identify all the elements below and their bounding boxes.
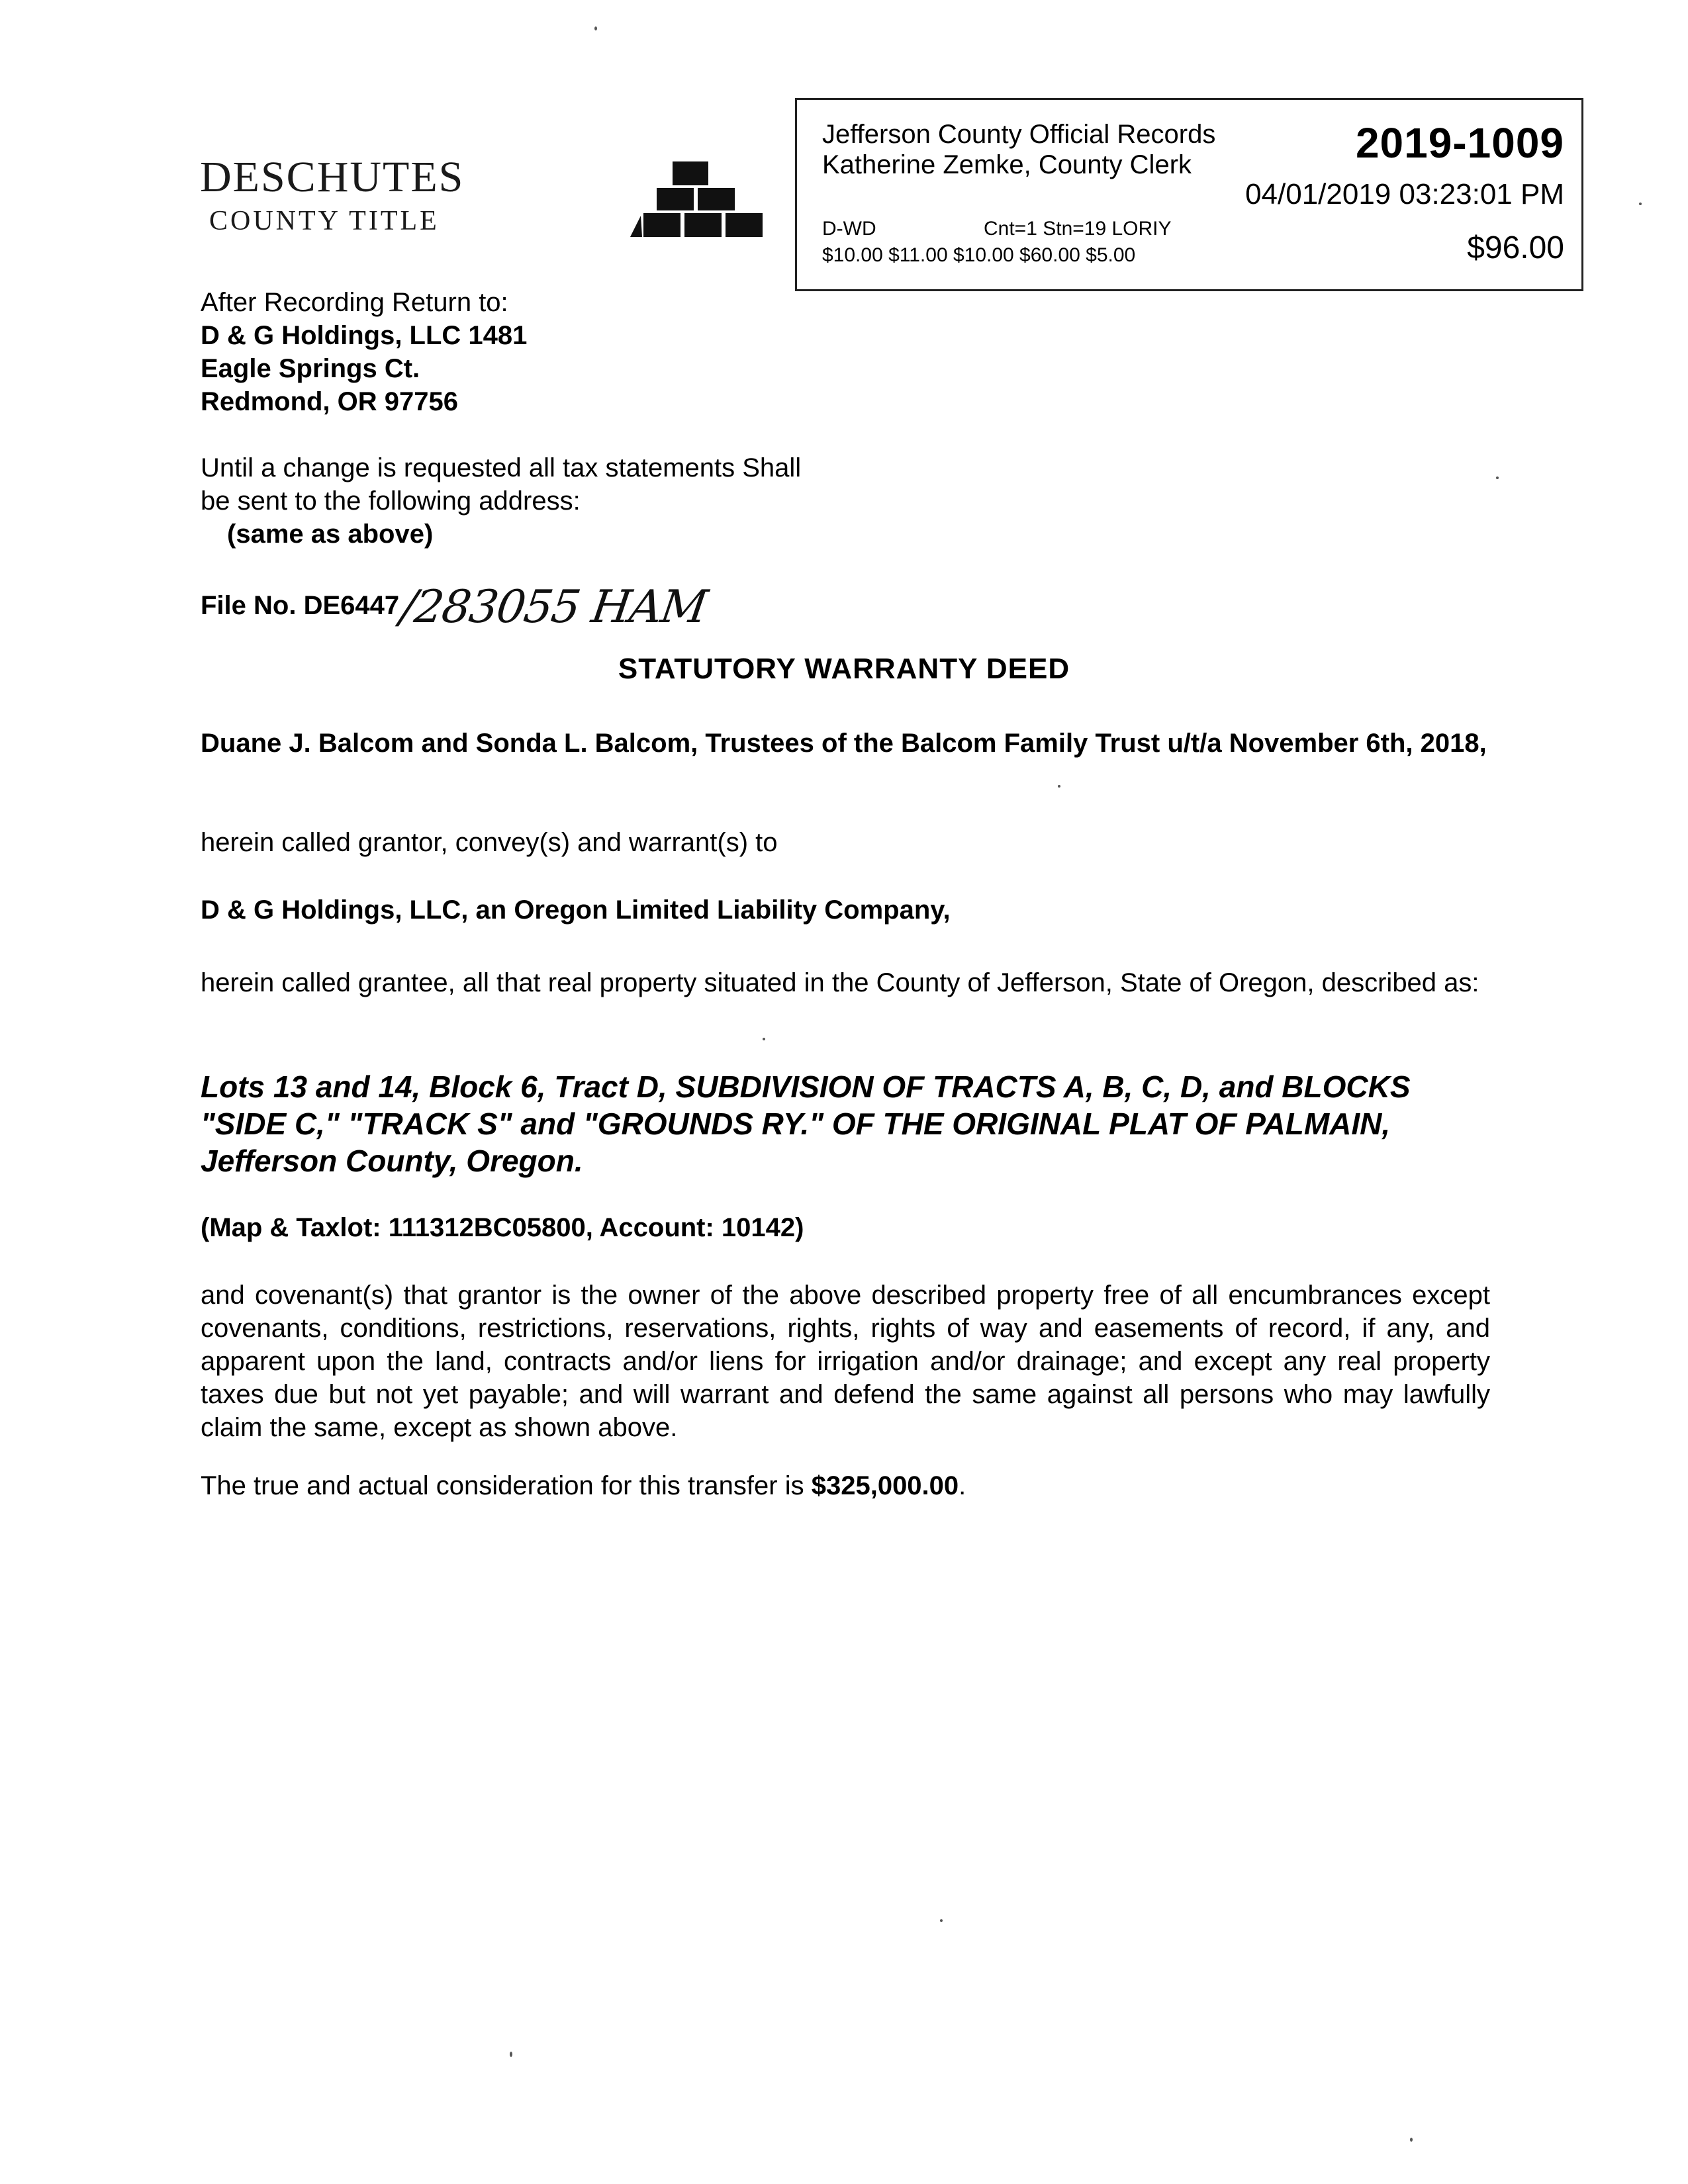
tax-statement-line2: be sent to the following address: <box>201 486 581 516</box>
consideration-prefix: The true and actual consideration for this transfer is <box>201 1471 804 1500</box>
return-to-line2: Eagle Springs Ct. <box>201 354 420 383</box>
recording-stamp <box>795 98 1583 291</box>
scan-speck <box>940 1919 943 1922</box>
legal-description-line2: "SIDE C," "TRACK S" and "GROUNDS RY." OF THE ORIGINAL PLAT OF PALMAIN, <box>201 1107 1391 1141</box>
map-taxlot: (Map & Taxlot: 111312BC05800, Account: 10142) <box>201 1213 804 1242</box>
stamp-office: Jefferson County Official Records <box>822 120 1216 149</box>
tax-statement-line1: Until a change is requested all tax statements Shall <box>201 453 802 482</box>
stamp-total: $96.00 <box>1467 230 1564 265</box>
logo-blocks-icon <box>465 155 809 261</box>
stamp-document-number: 2019-1009 <box>1355 119 1564 167</box>
deed-title: STATUTORY WARRANTY DEED <box>618 653 1070 685</box>
legal-description-line1: Lots 13 and 14, Block 6, Tract D, SUBDIVISION OF TRACTS A, B, C, D, and BLOCKS <box>201 1069 1411 1104</box>
scan-speck <box>1496 477 1499 479</box>
grantee-clause: herein called grantee, all that real property situated in the County of Jefferson, State of Oregon, described as: <box>201 968 1479 997</box>
handwritten-file-note: /283055 HAM <box>397 581 710 633</box>
stamp-datetime: 04/01/2019 03:23:01 PM <box>1245 178 1564 210</box>
stamp-count-info: Cnt=1 Stn=19 LORIY <box>984 218 1172 240</box>
consideration-suffix: . <box>959 1471 966 1500</box>
return-to-label: After Recording Return to: <box>201 288 508 317</box>
stamp-doc-code: D-WD <box>822 218 876 240</box>
file-number: File No. DE6447 <box>201 591 400 620</box>
legal-description-line3: Jefferson County, Oregon. <box>201 1144 583 1178</box>
consideration-statement <box>201 1469 966 1502</box>
grantor: Duane J. Balcom and Sonda L. Balcom, Trustees of the Balcom Family Trust u/t/a November 6th, 2018, <box>201 729 1487 758</box>
scan-speck <box>1639 203 1642 205</box>
consideration-amount: $325,000.00 <box>811 1471 959 1500</box>
grantee: D & G Holdings, LLC, an Oregon Limited Liability Company, <box>201 895 951 925</box>
stamp-clerk: Katherine Zemke, County Clerk <box>822 150 1192 179</box>
scan-speck <box>510 2052 512 2057</box>
logo-line1: DESCHUTES <box>200 153 465 201</box>
tax-statement-line3: (same as above) <box>227 520 434 549</box>
scan-speck <box>763 1038 765 1040</box>
scan-speck <box>1058 785 1060 788</box>
logo-line2: COUNTY TITLE <box>209 206 440 236</box>
covenant-paragraph: and covenant(s) that grantor is the owner of the above described property free of all encumbrances except covenants, conditions, restrictions, reservations, rights, rights of way and easements of record, if any, and apparent upon the land, contracts and/or liens for irrigation and/or drainage; and except any real property taxes due but not yet payable; and will warrant and defend the same against all persons who may lawfully claim the same, except as shown above. <box>201 1281 1490 1442</box>
grantor-clause: herein called grantor, convey(s) and warrant(s) to <box>201 828 778 857</box>
return-to-line1: D & G Holdings, LLC 1481 <box>201 321 528 350</box>
return-to-line3: Redmond, OR 97756 <box>201 387 459 416</box>
company-logo <box>200 152 610 258</box>
scan-speck <box>594 26 597 30</box>
scan-speck <box>1410 2138 1413 2142</box>
stamp-fees: $10.00 $11.00 $10.00 $60.00 $5.00 <box>822 244 1136 266</box>
